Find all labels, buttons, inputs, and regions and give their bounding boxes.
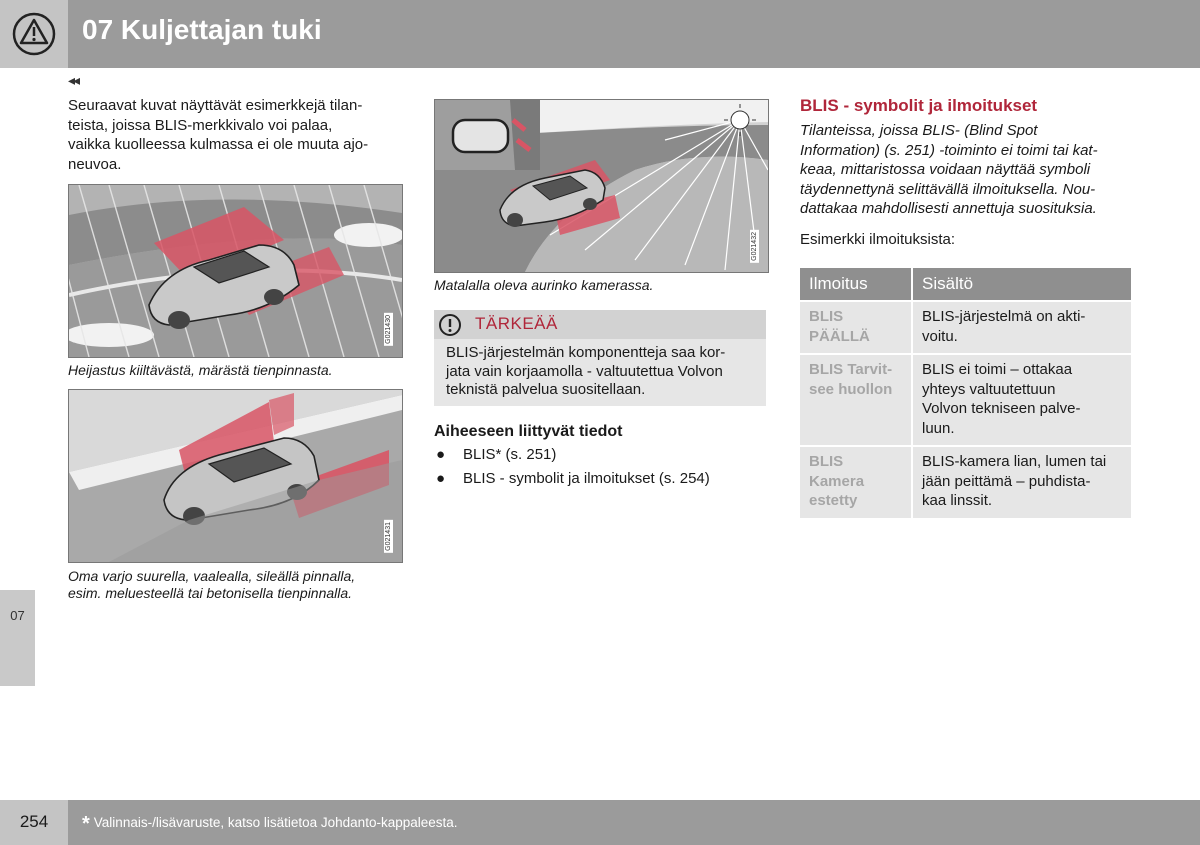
table-row [800,301,1131,354]
warning-line: jata vain korjaamolla - valtuutettua Volvon [446,362,723,380]
warning-body [446,344,758,400]
section-title: BLIS - symbolit ja ilmoitukset [800,96,1038,115]
warning-title: TÄRKEÄÄ [475,314,558,333]
notification-table [800,268,1131,518]
warning-line: teknistä palvelua suositellaan. [446,381,646,398]
related-info-heading: Aiheeseen liittyvät tiedot [434,423,623,440]
intro-line: teista, joissa BLIS-merkkivalo voi palaa, [68,116,333,134]
column-header: Sisältö [912,268,1131,301]
shadow-wall-illustration [69,390,402,562]
example-label: Esimerkki ilmoituksista: [800,231,956,248]
intro-line: Seuraavat kuvat näyttävät esimerkkejä tilan- [68,97,363,114]
cell-line: BLIS-kamera lian, lumen tai [922,453,1107,470]
message-code-cell [800,446,912,518]
cell-line: BLIS [809,308,844,325]
figure-caption: Matalalla oleva aurinko kamerassa. [434,277,654,293]
section-intro [800,121,1135,219]
related-link-label: BLIS - symbolit ja ilmoitukset (s. 254) [463,470,710,487]
cell-line: kaa linssit. [922,492,993,509]
cell-line: PÄÄLLÄ [809,327,870,345]
exclamation-circle-icon [438,313,462,337]
cell-line: see huollon [809,380,893,398]
cell-line: BLIS-järjestelmä on akti- [922,308,1086,325]
figure-wet-road-reflection [68,184,403,358]
figure-caption: Heijastus kiiltävästä, märästä tienpinnasta. [68,362,333,378]
footnote-star: * [82,813,90,835]
intro-line: Information) (s. 251) -toiminto ei toimi tai kat- [800,141,1098,159]
footnote-text: Valinnais-/lisävaruste, katso lisätietoa Johdanto-kappaleesta. [93,815,458,830]
message-content-cell [912,446,1131,518]
cell-line: BLIS Tarvit- [809,361,893,378]
caption-line: esim. meluesteellä tai betonisella tienpinnalla. [68,585,353,601]
bullet-icon: ● [436,470,446,487]
related-info-list [434,443,710,491]
cell-line: yhteys valtuutettuun [922,380,1056,398]
cell-line: luun. [922,419,955,437]
message-content-cell [912,354,1131,446]
cell-line: Kamera [809,472,865,490]
chapter-side-tab-label: 07 [10,608,25,623]
cell-line: Volvon tekniseen palve- [922,400,1081,417]
intro-line: vaikka kuolleessa kulmassa ei ole muuta ajo- [68,136,369,153]
continued-marker: ◂◂ [68,72,79,88]
related-link[interactable] [434,443,710,467]
related-link[interactable] [434,467,710,491]
warning-triangle-icon [0,0,68,68]
cell-line: jään peittämä – puhdista- [922,472,1091,490]
figure-low-sun [434,99,769,273]
cell-line: BLIS ei toimi – ottakaa [922,361,1073,378]
intro-line: neuvoa. [68,155,122,173]
intro-line: Tilanteissa, joissa BLIS- (Blind Spot [800,122,1038,139]
message-content-cell [912,301,1131,354]
warning-line: BLIS-järjestelmän komponentteja saa kor- [446,344,726,361]
cell-line: estetty [809,492,858,509]
page-number: 254 [19,812,49,831]
related-link-label: BLIS* (s. 251) [463,446,557,463]
figure-code: G021430 [385,315,392,344]
figure-code: G021431 [385,522,392,551]
chapter-side-tab [0,590,35,686]
message-code-cell [800,354,912,446]
message-code-cell [800,301,912,354]
figure-code: G021432 [751,232,758,261]
chapter-title: 07 Kuljettajan tuki [82,14,322,45]
intro-line: keaa, mittaristossa voidaan näyttää symboli [800,161,1091,178]
chapter-icon-box [0,0,68,68]
intro-line: dattakaa mahdollisesti annettuja suosituksia. [800,200,1097,217]
table-row [800,354,1131,446]
bullet-icon: ● [436,446,446,463]
column-header: Ilmoitus [800,268,912,301]
cell-line: BLIS [809,453,844,470]
intro-line: täydennettynä selittävällä ilmoituksella. Nou- [800,180,1096,198]
footnote [82,813,458,836]
figure-caption [68,568,408,602]
intro-paragraph [68,96,403,174]
figure-own-shadow [68,389,403,563]
wet-road-illustration [69,185,402,357]
cell-line: voitu. [922,327,958,345]
table-header-row [800,268,1131,301]
low-sun-illustration [435,100,768,272]
caption-line: Oma varjo suurella, vaalealla, sileällä pinnalla, [68,568,356,584]
table-row [800,446,1131,518]
